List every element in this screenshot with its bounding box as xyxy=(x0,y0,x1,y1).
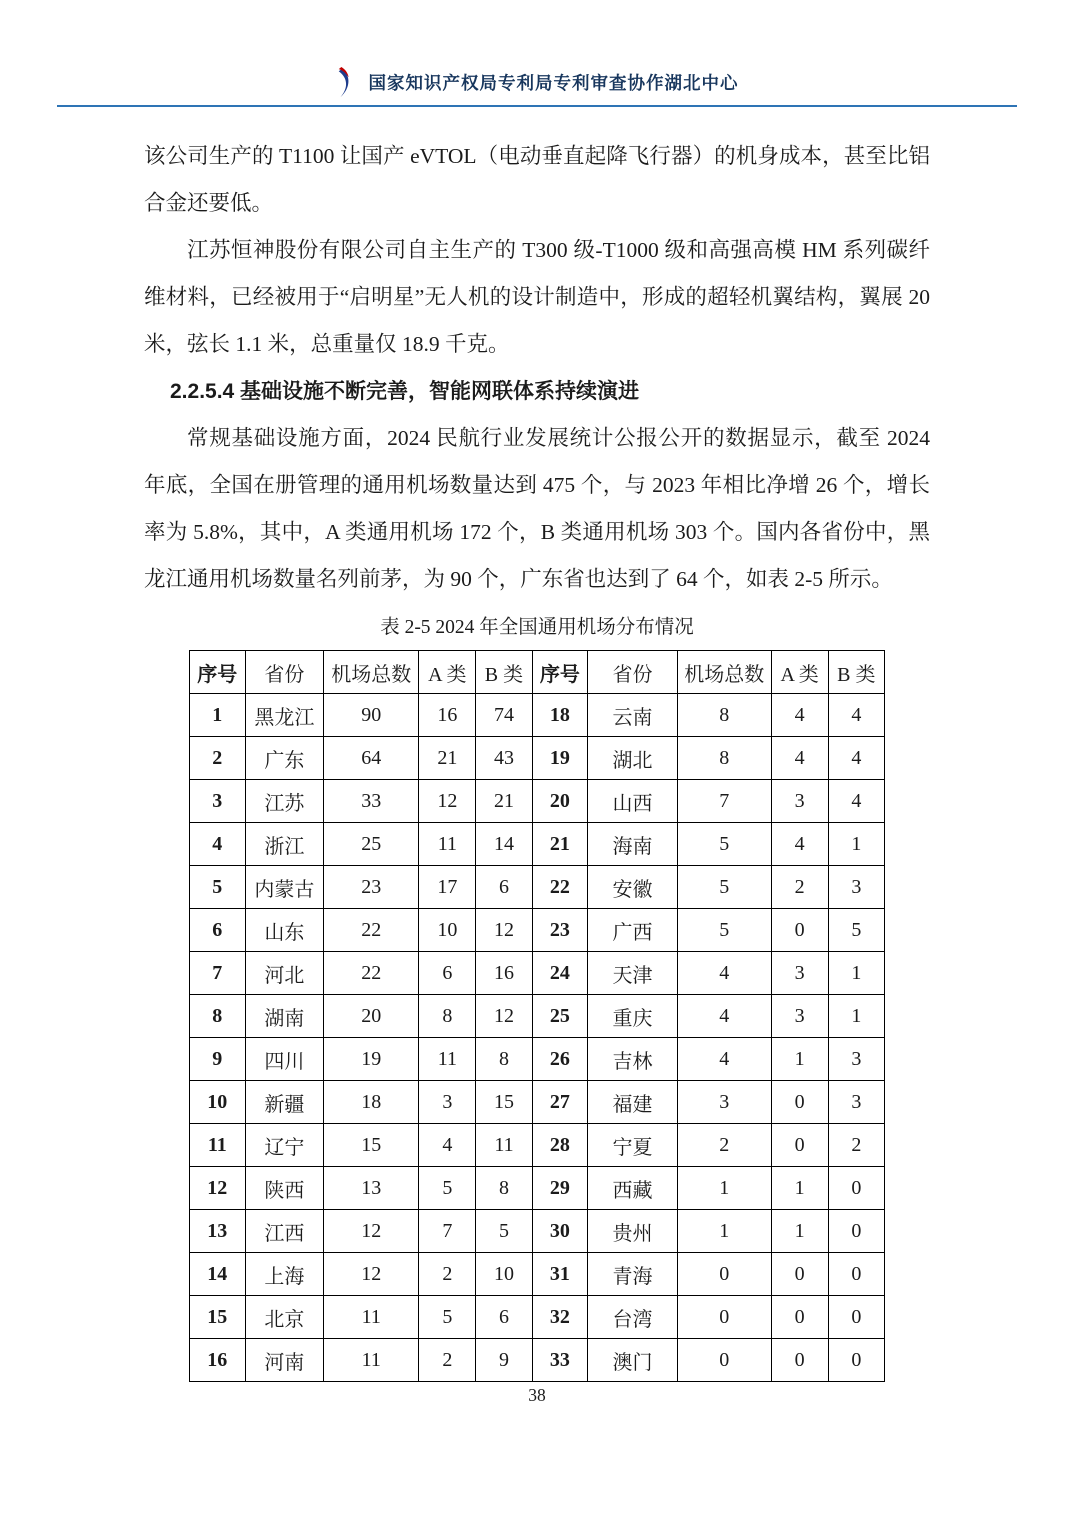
table-cell: 11 xyxy=(324,1339,419,1382)
table-cell: 重庆 xyxy=(588,995,678,1038)
row-index-cell: 13 xyxy=(190,1210,246,1253)
table-cell: 8 xyxy=(476,1167,532,1210)
row-index-cell: 25 xyxy=(532,995,588,1038)
table-cell: 北京 xyxy=(245,1296,324,1339)
table-cell: 10 xyxy=(476,1253,532,1296)
row-index-cell: 22 xyxy=(532,866,588,909)
table-cell: 7 xyxy=(677,780,771,823)
col-header-index-left: 序号 xyxy=(190,651,246,694)
table-cell: 5 xyxy=(677,866,771,909)
row-index-cell: 21 xyxy=(532,823,588,866)
row-index-cell: 8 xyxy=(190,995,246,1038)
table-cell: 22 xyxy=(324,952,419,995)
table-row xyxy=(190,694,885,737)
table-cell: 33 xyxy=(324,780,419,823)
table-cell: 5 xyxy=(828,909,884,952)
row-index-cell: 9 xyxy=(190,1038,246,1081)
col-header-province-left: 省份 xyxy=(245,651,324,694)
table-cell: 3 xyxy=(771,780,828,823)
table-cell: 1 xyxy=(677,1167,771,1210)
table-cell: 6 xyxy=(476,1296,532,1339)
table-row xyxy=(190,1253,885,1296)
row-index-cell: 26 xyxy=(532,1038,588,1081)
row-index-cell: 12 xyxy=(190,1167,246,1210)
table-cell: 64 xyxy=(324,737,419,780)
table-row xyxy=(190,1081,885,1124)
table-cell: 黑龙江 xyxy=(245,694,324,737)
table-cell: 0 xyxy=(828,1210,884,1253)
table-row xyxy=(190,1210,885,1253)
table-cell: 8 xyxy=(677,694,771,737)
table-cell: 17 xyxy=(419,866,476,909)
table-cell: 0 xyxy=(828,1339,884,1382)
row-index-cell: 32 xyxy=(532,1296,588,1339)
table-cell: 四川 xyxy=(245,1038,324,1081)
table-cell: 0 xyxy=(677,1339,771,1382)
col-header-province-right: 省份 xyxy=(588,651,678,694)
table-cell: 1 xyxy=(828,995,884,1038)
table-cell: 宁夏 xyxy=(588,1124,678,1167)
row-index-cell: 24 xyxy=(532,952,588,995)
table-cell: 0 xyxy=(771,1253,828,1296)
table-cell: 14 xyxy=(476,823,532,866)
col-header-total-left: 机场总数 xyxy=(324,651,419,694)
table-cell: 0 xyxy=(828,1296,884,1339)
table-cell: 2 xyxy=(828,1124,884,1167)
table-cell: 20 xyxy=(324,995,419,1038)
table-cell: 4 xyxy=(771,823,828,866)
table-cell: 1 xyxy=(828,823,884,866)
table-cell: 5 xyxy=(476,1210,532,1253)
table-cell: 2 xyxy=(419,1253,476,1296)
row-index-cell: 10 xyxy=(190,1081,246,1124)
table-cell: 3 xyxy=(828,1038,884,1081)
table-cell: 海南 xyxy=(588,823,678,866)
table-cell: 广东 xyxy=(245,737,324,780)
row-index-cell: 15 xyxy=(190,1296,246,1339)
row-index-cell: 16 xyxy=(190,1339,246,1382)
table-cell: 23 xyxy=(324,866,419,909)
col-header-class-a-right: A 类 xyxy=(771,651,828,694)
row-index-cell: 29 xyxy=(532,1167,588,1210)
table-cell: 15 xyxy=(324,1124,419,1167)
row-index-cell: 27 xyxy=(532,1081,588,1124)
table-cell: 江西 xyxy=(245,1210,324,1253)
table-cell: 1 xyxy=(677,1210,771,1253)
table-cell: 12 xyxy=(419,780,476,823)
table-cell: 福建 xyxy=(588,1081,678,1124)
sipo-logo-icon xyxy=(336,67,357,98)
row-index-cell: 4 xyxy=(190,823,246,866)
row-index-cell: 3 xyxy=(190,780,246,823)
table-cell: 贵州 xyxy=(588,1210,678,1253)
table-cell: 安徽 xyxy=(588,866,678,909)
table-cell: 2 xyxy=(419,1339,476,1382)
table-cell: 0 xyxy=(771,1296,828,1339)
table-cell: 18 xyxy=(324,1081,419,1124)
table-cell: 11 xyxy=(324,1296,419,1339)
table-cell: 湖北 xyxy=(588,737,678,780)
row-index-cell: 30 xyxy=(532,1210,588,1253)
table-row xyxy=(190,909,885,952)
table-cell: 25 xyxy=(324,823,419,866)
table-cell: 江苏 xyxy=(245,780,324,823)
table-cell: 3 xyxy=(419,1081,476,1124)
table-cell: 河北 xyxy=(245,952,324,995)
table-cell: 1 xyxy=(828,952,884,995)
section-heading-2-2-5-4: 2.2.5.4 基础设施不断完善，智能网联体系持续演进 xyxy=(170,380,640,403)
table-cell: 10 xyxy=(419,909,476,952)
row-index-cell: 14 xyxy=(190,1253,246,1296)
table-cell: 4 xyxy=(828,694,884,737)
table-cell: 12 xyxy=(324,1253,419,1296)
table-cell: 3 xyxy=(828,866,884,909)
table-cell: 8 xyxy=(677,737,771,780)
table-row xyxy=(190,1339,885,1382)
table-body xyxy=(190,694,885,1382)
paragraph-hengshen-carbon-fiber: 江苏恒神股份有限公司自主生产的 T300 级-T1000 级和高强高模 HM 系列碳纤维材料，已经被用于“启明星”无人机的设计制造中，形成的超轻机翼结构，翼展 20 米，弦长 1.1 米，总重量仅 18.9 千克。 xyxy=(144,238,930,356)
table-cell: 西藏 xyxy=(588,1167,678,1210)
table-cell: 11 xyxy=(419,823,476,866)
paragraph-airport-statistics: 常规基础设施方面，2024 民航行业发展统计公报公开的数据显示，截至 2024 年底，全国在册管理的通用机场数量达到 475 个，与 2023 年相比净增 26 个，增长率为 5.8%，其中，A 类通用机场 172 个，B 类通用机场 303 个。国内各省份中，黑龙江通用机场数量名列前茅，为 90 个，广东省也达到了 64 个，如表 2-5 所示。 xyxy=(144,426,930,591)
table-cell: 0 xyxy=(771,909,828,952)
table-cell: 1 xyxy=(771,1210,828,1253)
table-cell: 青海 xyxy=(588,1253,678,1296)
table-row xyxy=(190,1124,885,1167)
table-cell: 湖南 xyxy=(245,995,324,1038)
header-rule xyxy=(57,105,1017,107)
table-row xyxy=(190,1167,885,1210)
table-cell: 13 xyxy=(324,1167,419,1210)
table-cell: 广西 xyxy=(588,909,678,952)
table-cell: 0 xyxy=(828,1253,884,1296)
table-cell: 1 xyxy=(771,1167,828,1210)
table-cell: 6 xyxy=(476,866,532,909)
table-row xyxy=(190,823,885,866)
table-cell: 4 xyxy=(828,737,884,780)
table-cell: 3 xyxy=(677,1081,771,1124)
row-index-cell: 11 xyxy=(190,1124,246,1167)
table-cell: 4 xyxy=(771,694,828,737)
table-cell: 台湾 xyxy=(588,1296,678,1339)
body-content xyxy=(144,133,930,603)
table-cell: 山东 xyxy=(245,909,324,952)
table-cell: 43 xyxy=(476,737,532,780)
table-cell: 4 xyxy=(677,995,771,1038)
row-index-cell: 33 xyxy=(532,1339,588,1382)
table-cell: 4 xyxy=(771,737,828,780)
table-cell: 0 xyxy=(771,1339,828,1382)
row-index-cell: 7 xyxy=(190,952,246,995)
table-cell: 16 xyxy=(476,952,532,995)
row-index-cell: 23 xyxy=(532,909,588,952)
page-header xyxy=(0,0,1074,107)
table-cell: 4 xyxy=(677,1038,771,1081)
table-cell: 4 xyxy=(828,780,884,823)
table-cell: 9 xyxy=(476,1339,532,1382)
table-cell: 3 xyxy=(828,1081,884,1124)
header-center-name: 国家知识产权局专利局专利审查协作湖北中心 xyxy=(368,72,739,93)
table-cell: 5 xyxy=(677,909,771,952)
table-cell: 2 xyxy=(771,866,828,909)
table-cell: 2 xyxy=(677,1124,771,1167)
table-cell: 11 xyxy=(476,1124,532,1167)
row-index-cell: 5 xyxy=(190,866,246,909)
table-row xyxy=(190,952,885,995)
col-header-total-right: 机场总数 xyxy=(677,651,771,694)
row-index-cell: 19 xyxy=(532,737,588,780)
table-cell: 0 xyxy=(771,1124,828,1167)
paragraph-evtol-cost: 该公司生产的 T1100 让国产 eVTOL（电动垂直起降飞行器）的机身成本，甚至比铝合金还要低。 xyxy=(144,144,930,215)
table-row xyxy=(190,737,885,780)
page-footer xyxy=(0,1385,1074,1406)
table-cell: 3 xyxy=(771,952,828,995)
table-cell: 辽宁 xyxy=(245,1124,324,1167)
table-cell: 5 xyxy=(677,823,771,866)
airport-distribution-table xyxy=(189,650,885,1382)
table-cell: 4 xyxy=(677,952,771,995)
table-header-row xyxy=(190,651,885,694)
table-cell: 河南 xyxy=(245,1339,324,1382)
col-header-class-b-right: B 类 xyxy=(828,651,884,694)
table-cell: 22 xyxy=(324,909,419,952)
table-cell: 7 xyxy=(419,1210,476,1253)
table-cell: 吉林 xyxy=(588,1038,678,1081)
table-cell: 0 xyxy=(677,1296,771,1339)
table-cell: 山西 xyxy=(588,780,678,823)
row-index-cell: 1 xyxy=(190,694,246,737)
table-cell: 上海 xyxy=(245,1253,324,1296)
table-cell: 4 xyxy=(419,1124,476,1167)
table-cell: 11 xyxy=(419,1038,476,1081)
table-cell: 74 xyxy=(476,694,532,737)
table-cell: 12 xyxy=(476,909,532,952)
table-cell: 8 xyxy=(419,995,476,1038)
table-row xyxy=(190,866,885,909)
row-index-cell: 2 xyxy=(190,737,246,780)
table-cell: 新疆 xyxy=(245,1081,324,1124)
table-cell: 90 xyxy=(324,694,419,737)
row-index-cell: 28 xyxy=(532,1124,588,1167)
row-index-cell: 20 xyxy=(532,780,588,823)
table-cell: 12 xyxy=(324,1210,419,1253)
table-row xyxy=(190,1296,885,1339)
table-cell: 0 xyxy=(677,1253,771,1296)
row-index-cell: 6 xyxy=(190,909,246,952)
page-number: 38 xyxy=(528,1385,546,1405)
table-cell: 5 xyxy=(419,1167,476,1210)
table-cell: 8 xyxy=(476,1038,532,1081)
table-row xyxy=(190,995,885,1038)
table-cell: 云南 xyxy=(588,694,678,737)
table-row xyxy=(190,1038,885,1081)
row-index-cell: 18 xyxy=(532,694,588,737)
col-header-class-b-left: B 类 xyxy=(476,651,532,694)
col-header-index-right: 序号 xyxy=(532,651,588,694)
col-header-class-a-left: A 类 xyxy=(419,651,476,694)
table-cell: 21 xyxy=(419,737,476,780)
table-cell: 6 xyxy=(419,952,476,995)
table-cell: 21 xyxy=(476,780,532,823)
table-cell: 5 xyxy=(419,1296,476,1339)
table-cell: 12 xyxy=(476,995,532,1038)
table-cell: 19 xyxy=(324,1038,419,1081)
table-cell: 16 xyxy=(419,694,476,737)
table-cell: 内蒙古 xyxy=(245,866,324,909)
table-cell: 15 xyxy=(476,1081,532,1124)
row-index-cell: 31 xyxy=(532,1253,588,1296)
table-cell: 澳门 xyxy=(588,1339,678,1382)
table-cell: 0 xyxy=(771,1081,828,1124)
table-row xyxy=(190,780,885,823)
table-cell: 1 xyxy=(771,1038,828,1081)
table-cell: 天津 xyxy=(588,952,678,995)
table-cell: 浙江 xyxy=(245,823,324,866)
table-cell: 陕西 xyxy=(245,1167,324,1210)
table-caption: 表 2-5 2024 年全国通用机场分布情况 xyxy=(380,617,694,638)
table-cell: 0 xyxy=(828,1167,884,1210)
table-cell: 3 xyxy=(771,995,828,1038)
